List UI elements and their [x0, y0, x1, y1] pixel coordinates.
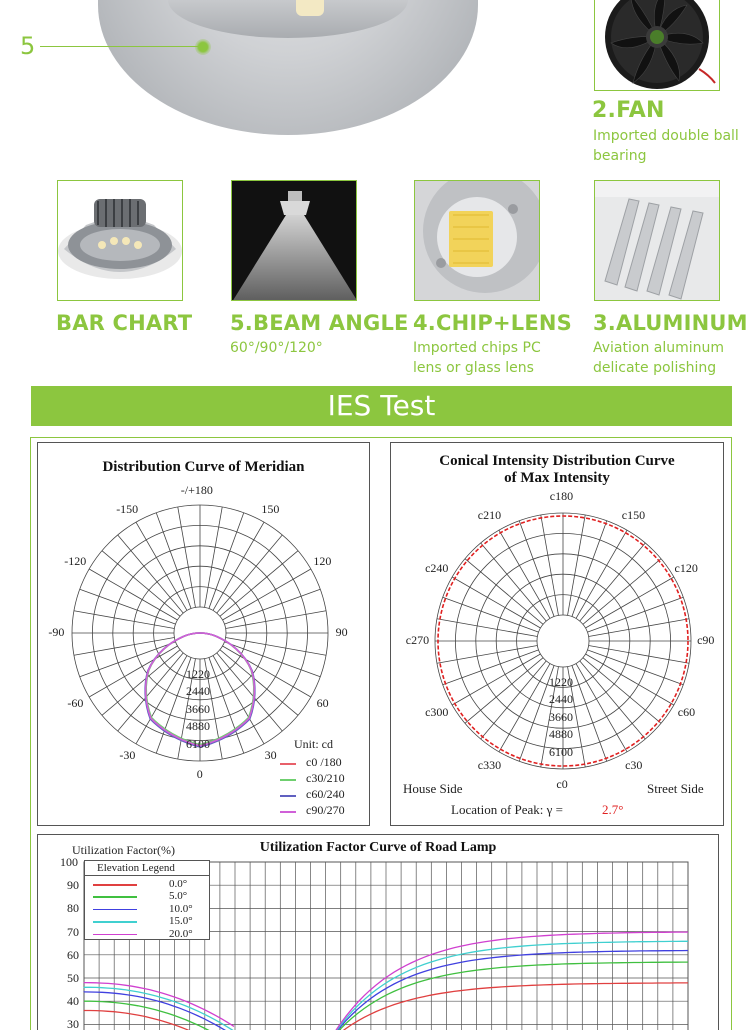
conical-title-line1: Conical Intensity Distribution Curve	[439, 453, 675, 469]
feature-desc-beam-angle: 60°/90°/120°	[230, 340, 323, 356]
utilization-y-tick: 90	[67, 878, 79, 893]
utilization-y-tick: 60	[67, 947, 79, 962]
callout-dot	[195, 39, 211, 55]
feature-title-chip-lens: 4.CHIP+LENS	[413, 311, 573, 335]
legend-line-c0	[280, 763, 296, 765]
elevation-legend-label: 15.0°	[169, 915, 193, 928]
meridian-angle-label: 120	[313, 554, 332, 568]
conical-angle-label: c0	[556, 777, 568, 791]
feature-desc-chip-lens: Imported chips PC lens or glass lens	[413, 340, 541, 376]
street-side-label: Street Side	[647, 781, 704, 796]
legend-line-c30	[280, 779, 296, 781]
conical-angle-label: c270	[405, 633, 430, 647]
callout-line	[40, 46, 202, 47]
conical-panel	[390, 442, 724, 826]
chip-lens-image	[414, 180, 540, 301]
lamp-thumbnail-image	[57, 180, 183, 301]
meridian-panel	[37, 442, 370, 826]
feature-title-bar-chart: BAR CHART	[56, 311, 193, 335]
utilization-house-curve	[84, 987, 234, 1030]
fan-title: 2.FAN	[592, 98, 665, 123]
elevation-legend-line	[93, 909, 137, 911]
meridian-ring-label: 3660	[186, 701, 210, 716]
conical-angle-label: c330	[477, 757, 502, 772]
lamp-chip-glint	[296, 0, 324, 16]
meridian-angle-label: 90	[335, 625, 348, 639]
conical-title-line2: of Max Intensity	[504, 470, 610, 486]
house-side-label: House Side	[403, 781, 463, 796]
callout-number: 5	[20, 32, 36, 60]
utilization-title: Utilization Factor Curve of Road Lamp	[259, 840, 497, 855]
legend-c90: c90/270	[306, 803, 345, 817]
conical-angle-label: c90	[697, 633, 715, 647]
meridian-angle-label: 30	[264, 747, 277, 762]
conical-angle-label: c180	[549, 489, 574, 503]
elevation-legend-line	[93, 896, 137, 898]
utilization-panel	[37, 834, 719, 1030]
conical-ring-label: 2440	[549, 692, 573, 707]
meridian-angle-label: 60	[316, 696, 329, 710]
meridian-unit: Unit: cd	[294, 737, 333, 751]
conical-ring-label: 3660	[549, 709, 573, 724]
meridian-title: Distribution Curve of Meridian	[102, 459, 305, 475]
meridian-angle-label: 0	[196, 767, 203, 781]
feature-title-aluminum: 3.ALUMINUM	[593, 311, 748, 335]
conical-angle-label: c240	[425, 561, 449, 575]
conical-angle-label: c30	[625, 757, 643, 772]
utilization-y-tick: 40	[67, 994, 79, 1009]
conical-angle-label: c210	[477, 508, 502, 523]
legend-line-c60	[280, 795, 296, 797]
utilization-y-tick: 30	[67, 1017, 79, 1030]
utilization-y-tick: 80	[67, 901, 79, 916]
elevation-legend-label: 5.0°	[169, 890, 188, 903]
utilization-street-curve	[328, 962, 688, 1030]
elevation-legend-box	[84, 860, 210, 940]
elevation-legend-line	[93, 934, 137, 936]
meridian-angle-label: -/+180	[180, 483, 213, 497]
elevation-legend-label: 20.0°	[169, 927, 193, 940]
meridian-angle-label: -30	[119, 747, 136, 762]
peak-location-value: 2.7°	[602, 802, 624, 817]
fan-image	[594, 0, 720, 91]
utilization-y-tick: 70	[67, 924, 79, 939]
ies-test-banner: IES Test	[31, 386, 732, 426]
utilization-street-curve	[328, 983, 688, 1030]
meridian-angle-label: -90	[48, 625, 65, 639]
legend-c30: c30/210	[306, 771, 345, 785]
conical-ring-label: 6100	[549, 744, 573, 759]
meridian-ring-label: 1220	[186, 666, 210, 681]
feature-desc-aluminum: Aviation aluminum delicate polishing	[593, 340, 725, 376]
utilization-y-tick: 50	[67, 971, 79, 985]
fan-description: Imported double ball bearing	[593, 128, 739, 164]
meridian-angle-label: 150	[261, 502, 280, 517]
conical-ring-label: 1220	[549, 674, 573, 689]
peak-location-label: Location of Peak: γ =	[451, 802, 563, 817]
meridian-ring-label: 4880	[186, 719, 210, 734]
meridian-ring-label: 2440	[186, 684, 210, 699]
utilization-y-tick: 100	[60, 855, 78, 869]
conical-angle-label: c60	[677, 705, 696, 719]
elevation-legend-label: 10.0°	[169, 902, 193, 915]
conical-angle-label: c150	[621, 508, 646, 523]
elevation-legend-line	[93, 884, 137, 886]
meridian-ring-label: 6100	[186, 736, 210, 751]
conical-angle-label: c300	[425, 705, 449, 719]
elevation-legend-line	[93, 921, 137, 923]
elevation-legend-label: 0.0°	[169, 878, 188, 890]
legend-c0: c0 /180	[306, 755, 342, 769]
beam-angle-image	[231, 180, 357, 301]
feature-title-beam-angle: 5.BEAM ANGLE	[230, 311, 409, 335]
utilization-ylabel: Utilization Factor(%)	[72, 843, 175, 857]
conical-angle-label: c120	[674, 561, 698, 575]
legend-c60: c60/240	[306, 787, 345, 801]
aluminum-heatsink-image	[594, 180, 720, 301]
legend-line-c90	[280, 811, 296, 813]
meridian-angle-label: -150	[116, 502, 139, 517]
fan-icon	[595, 0, 720, 91]
meridian-angle-label: -120	[64, 554, 87, 568]
meridian-angle-label: -60	[67, 696, 84, 710]
conical-ring-label: 4880	[549, 727, 573, 742]
elevation-legend-title: Elevation Legend	[97, 862, 175, 874]
utilization-house-curve	[84, 1001, 234, 1030]
